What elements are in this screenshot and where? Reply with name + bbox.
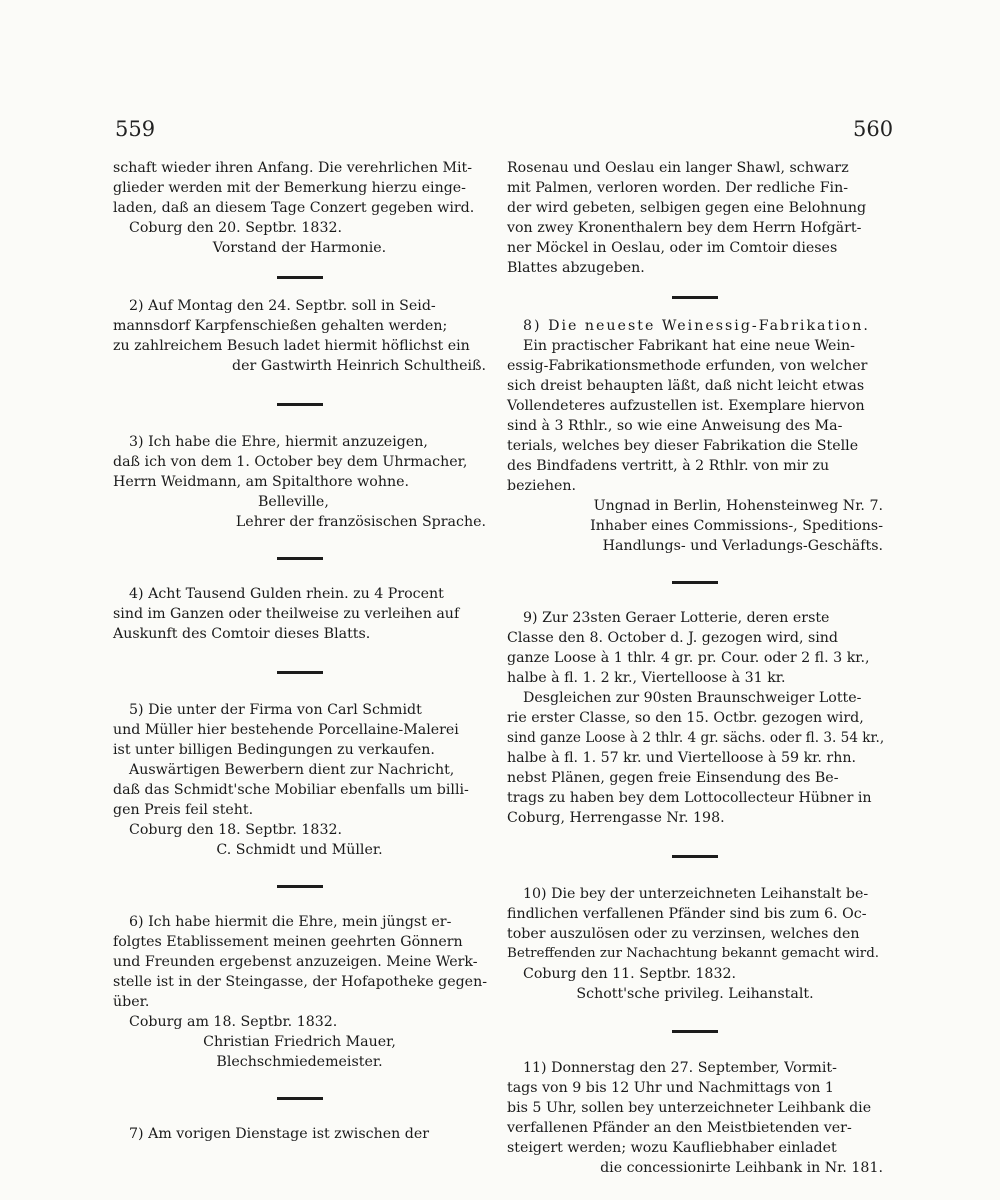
signature: Belleville,: [258, 494, 329, 510]
text-line: Ein practischer Fabrikant hat eine neue Wein-: [523, 338, 855, 354]
signature-title: Lehrer der französischen Sprache.: [235, 514, 486, 530]
text-line: verfallenen Pfänder an den Meistbietenden ver-: [507, 1120, 852, 1136]
text-line: sich dreist behaupten läßt, daß nicht leicht etwas: [507, 378, 865, 394]
text-line: ganze Loose à 1 thlr. 4 gr. pr. Cour. oder 2 fl. 3 kr.,: [507, 650, 870, 666]
text-line: essig-Fabrikationsmethode erfunden, von welcher: [507, 358, 868, 374]
text-line: Vollendeteres aufzustellen ist. Exemplare hiervon: [507, 398, 865, 414]
notice-3: [113, 432, 486, 532]
notice-1: [113, 158, 486, 258]
text-line: 11) Donnerstag den 27. September, Vormit-: [523, 1060, 837, 1076]
place-date: Coburg den 11. Septbr. 1832.: [523, 966, 737, 982]
left-column: [113, 158, 486, 1144]
text-line: von zwey Kronenthalern bey dem Herrn Hofgärt-: [507, 220, 862, 236]
separator: [507, 556, 883, 608]
text-line: rie erster Classe, so den 15. Octbr. gezogen wird,: [507, 710, 864, 726]
separator: [113, 532, 486, 584]
text-line: 10) Die bey der unterzeichneten Leihanstalt be-: [523, 886, 869, 902]
text-line: sind ganze Loose à 2 thlr. 4 gr. sächs. oder fl. 3. 54 kr.,: [507, 730, 885, 746]
signature: der Gastwirth Heinrich Schultheiß.: [232, 358, 486, 374]
signature: die concessionirte Leihbank in Nr. 181.: [600, 1160, 883, 1176]
text-line: Desgleichen zur 90sten Braunschweiger Lotte-: [523, 690, 862, 706]
text-line: Coburg, Herrengasse Nr. 198.: [507, 810, 725, 826]
text-line: tober auszulösen oder zu verzinsen, welches den: [507, 926, 860, 942]
separator: [113, 1072, 486, 1124]
text-line: Auswärtigen Bewerbern dient zur Nachricht,: [129, 762, 455, 778]
place-date: Coburg den 20. Septbr. 1832.: [129, 220, 343, 236]
text-line: bis 5 Uhr, sollen bey unterzeichneter Leihbank die: [507, 1100, 872, 1116]
separator: [113, 644, 486, 700]
text-line: 4) Acht Tausend Gulden rhein. zu 4 Procent: [129, 586, 444, 602]
text-line: halbe à fl. 1. 2 kr., Viertelloose à 31 kr.: [507, 670, 786, 686]
text-line: glieder werden mit der Bemerkung hierzu einge-: [113, 180, 466, 196]
separator: [507, 278, 883, 316]
text-line: und Müller hier bestehende Porcellaine-Malerei: [113, 722, 459, 738]
notice-8: [507, 316, 883, 556]
text-line: findlichen verfallenen Pfänder sind bis zum 6. Oc-: [507, 906, 867, 922]
notice-7: [113, 1124, 486, 1144]
text-line: 2) Auf Montag den 24. Septbr. soll in Seid-: [129, 298, 436, 314]
notice-4: [113, 584, 486, 644]
text-line: und Freunden ergebenst anzuzeigen. Meine Werk-: [113, 954, 478, 970]
text-line: 9) Zur 23sten Geraer Lotterie, deren erste: [523, 610, 830, 626]
notice-7-continued: [507, 158, 883, 278]
text-line: halbe à fl. 1. 57 kr. und Viertelloose à 59 kr. rhn.: [507, 750, 856, 766]
page-number-left: 559: [115, 117, 156, 141]
signature: Schott'sche privileg. Leihanstalt.: [576, 986, 814, 1002]
text-line: sind im Ganzen oder theilweise zu verleihen auf: [113, 606, 460, 622]
right-column: [507, 158, 883, 1178]
text-line: steigert werden; wozu Kaufliebhaber einladet: [507, 1140, 837, 1156]
signature: C. Schmidt und Müller.: [216, 842, 383, 858]
text-line: über.: [113, 994, 150, 1010]
text-line: Auskunft des Comtoir dieses Blatts.: [113, 626, 371, 642]
text-line: 7) Am vorigen Dienstage ist zwischen der: [129, 1126, 430, 1142]
notice-9: [507, 608, 883, 828]
text-line: ist unter billigen Bedingungen zu verkaufen.: [113, 742, 435, 758]
place-date: Coburg den 18. Septbr. 1832.: [129, 822, 343, 838]
text-line: beziehen.: [507, 478, 577, 494]
notice-6: [113, 912, 486, 1072]
signature-title: Handlungs- und Verladungs-Geschäfts.: [602, 538, 883, 554]
text-line: sind à 3 Rthlr., so wie eine Anweisung des Ma-: [507, 418, 843, 434]
text-line: schaft wieder ihren Anfang. Die verehrlichen Mit-: [113, 160, 473, 176]
signature: Ungnad in Berlin, Hohensteinweg Nr. 7.: [593, 498, 883, 514]
signature-title: Blechschmiedemeister.: [216, 1054, 383, 1070]
separator: [113, 258, 486, 296]
place-date: Coburg am 18. Septbr. 1832.: [129, 1014, 338, 1030]
text-line: 5) Die unter der Firma von Carl Schmidt: [129, 702, 422, 718]
text-line: terials, welches bey dieser Fabrikation die Stelle: [507, 438, 859, 454]
separator: [507, 828, 883, 884]
text-line: 6) Ich habe hiermit die Ehre, mein jüngst er-: [129, 914, 452, 930]
text-line: Betreffenden zur Nachachtung bekannt gemacht wird.: [507, 946, 880, 961]
separator: [113, 860, 486, 912]
notice-11: [507, 1058, 883, 1178]
text-line: tags von 9 bis 12 Uhr und Nachmittags von 1: [507, 1080, 834, 1096]
signature: Christian Friedrich Mauer,: [203, 1034, 396, 1050]
text-line: laden, daß an diesem Tage Conzert gegeben wird.: [113, 200, 475, 216]
signature-title: Inhaber eines Commissions-, Speditions-: [590, 518, 883, 534]
text-line: der wird gebeten, selbigen gegen eine Belohnung: [507, 200, 867, 216]
text-line: trags zu haben bey dem Lottocollecteur Hübner in: [507, 790, 872, 806]
text-line: gen Preis feil steht.: [113, 802, 254, 818]
text-line: Rosenau und Oeslau ein langer Shawl, schwarz: [507, 160, 849, 176]
text-line: stelle ist in der Steingasse, der Hofapotheke gegen-: [113, 974, 487, 990]
text-line: 3) Ich habe die Ehre, hiermit anzuzeigen,: [129, 434, 428, 450]
text-line: mannsdorf Karpfenschießen gehalten werden;: [113, 318, 448, 334]
text-line: des Bindfadens vertritt, à 2 Rthlr. von mir zu: [507, 458, 830, 474]
text-line: ner Möckel in Oeslau, oder im Comtoir dieses: [507, 240, 838, 256]
signature: Vorstand der Harmonie.: [212, 240, 387, 256]
separator: [507, 1004, 883, 1058]
text-line: daß das Schmidt'sche Mobiliar ebenfalls um billi-: [113, 782, 469, 798]
text-line: daß ich von dem 1. October bey dem Uhrmacher,: [113, 454, 468, 470]
text-line: zu zahlreichem Besuch ladet hiermit höflichst ein: [113, 338, 470, 354]
text-line: Classe den 8. October d. J. gezogen wird, sind: [507, 630, 839, 646]
separator: [113, 376, 486, 432]
text-line: mit Palmen, verloren worden. Der redliche Fin-: [507, 180, 849, 196]
text-line: Blattes abzugeben.: [507, 260, 645, 276]
notice-10: [507, 884, 883, 1004]
page-number-right: 560: [853, 117, 894, 141]
text-line: Herrn Weidmann, am Spitalthore wohne.: [113, 474, 410, 490]
text-line: nebst Plänen, gegen freie Einsendung des Be-: [507, 770, 839, 786]
text-line: folgtes Etablissement meinen geehrten Gönnern: [113, 934, 463, 950]
notice-2: [113, 296, 486, 376]
notice-5: [113, 700, 486, 860]
notice-heading: 8) Die neueste Weinessig-Fabrikation.: [523, 318, 870, 334]
